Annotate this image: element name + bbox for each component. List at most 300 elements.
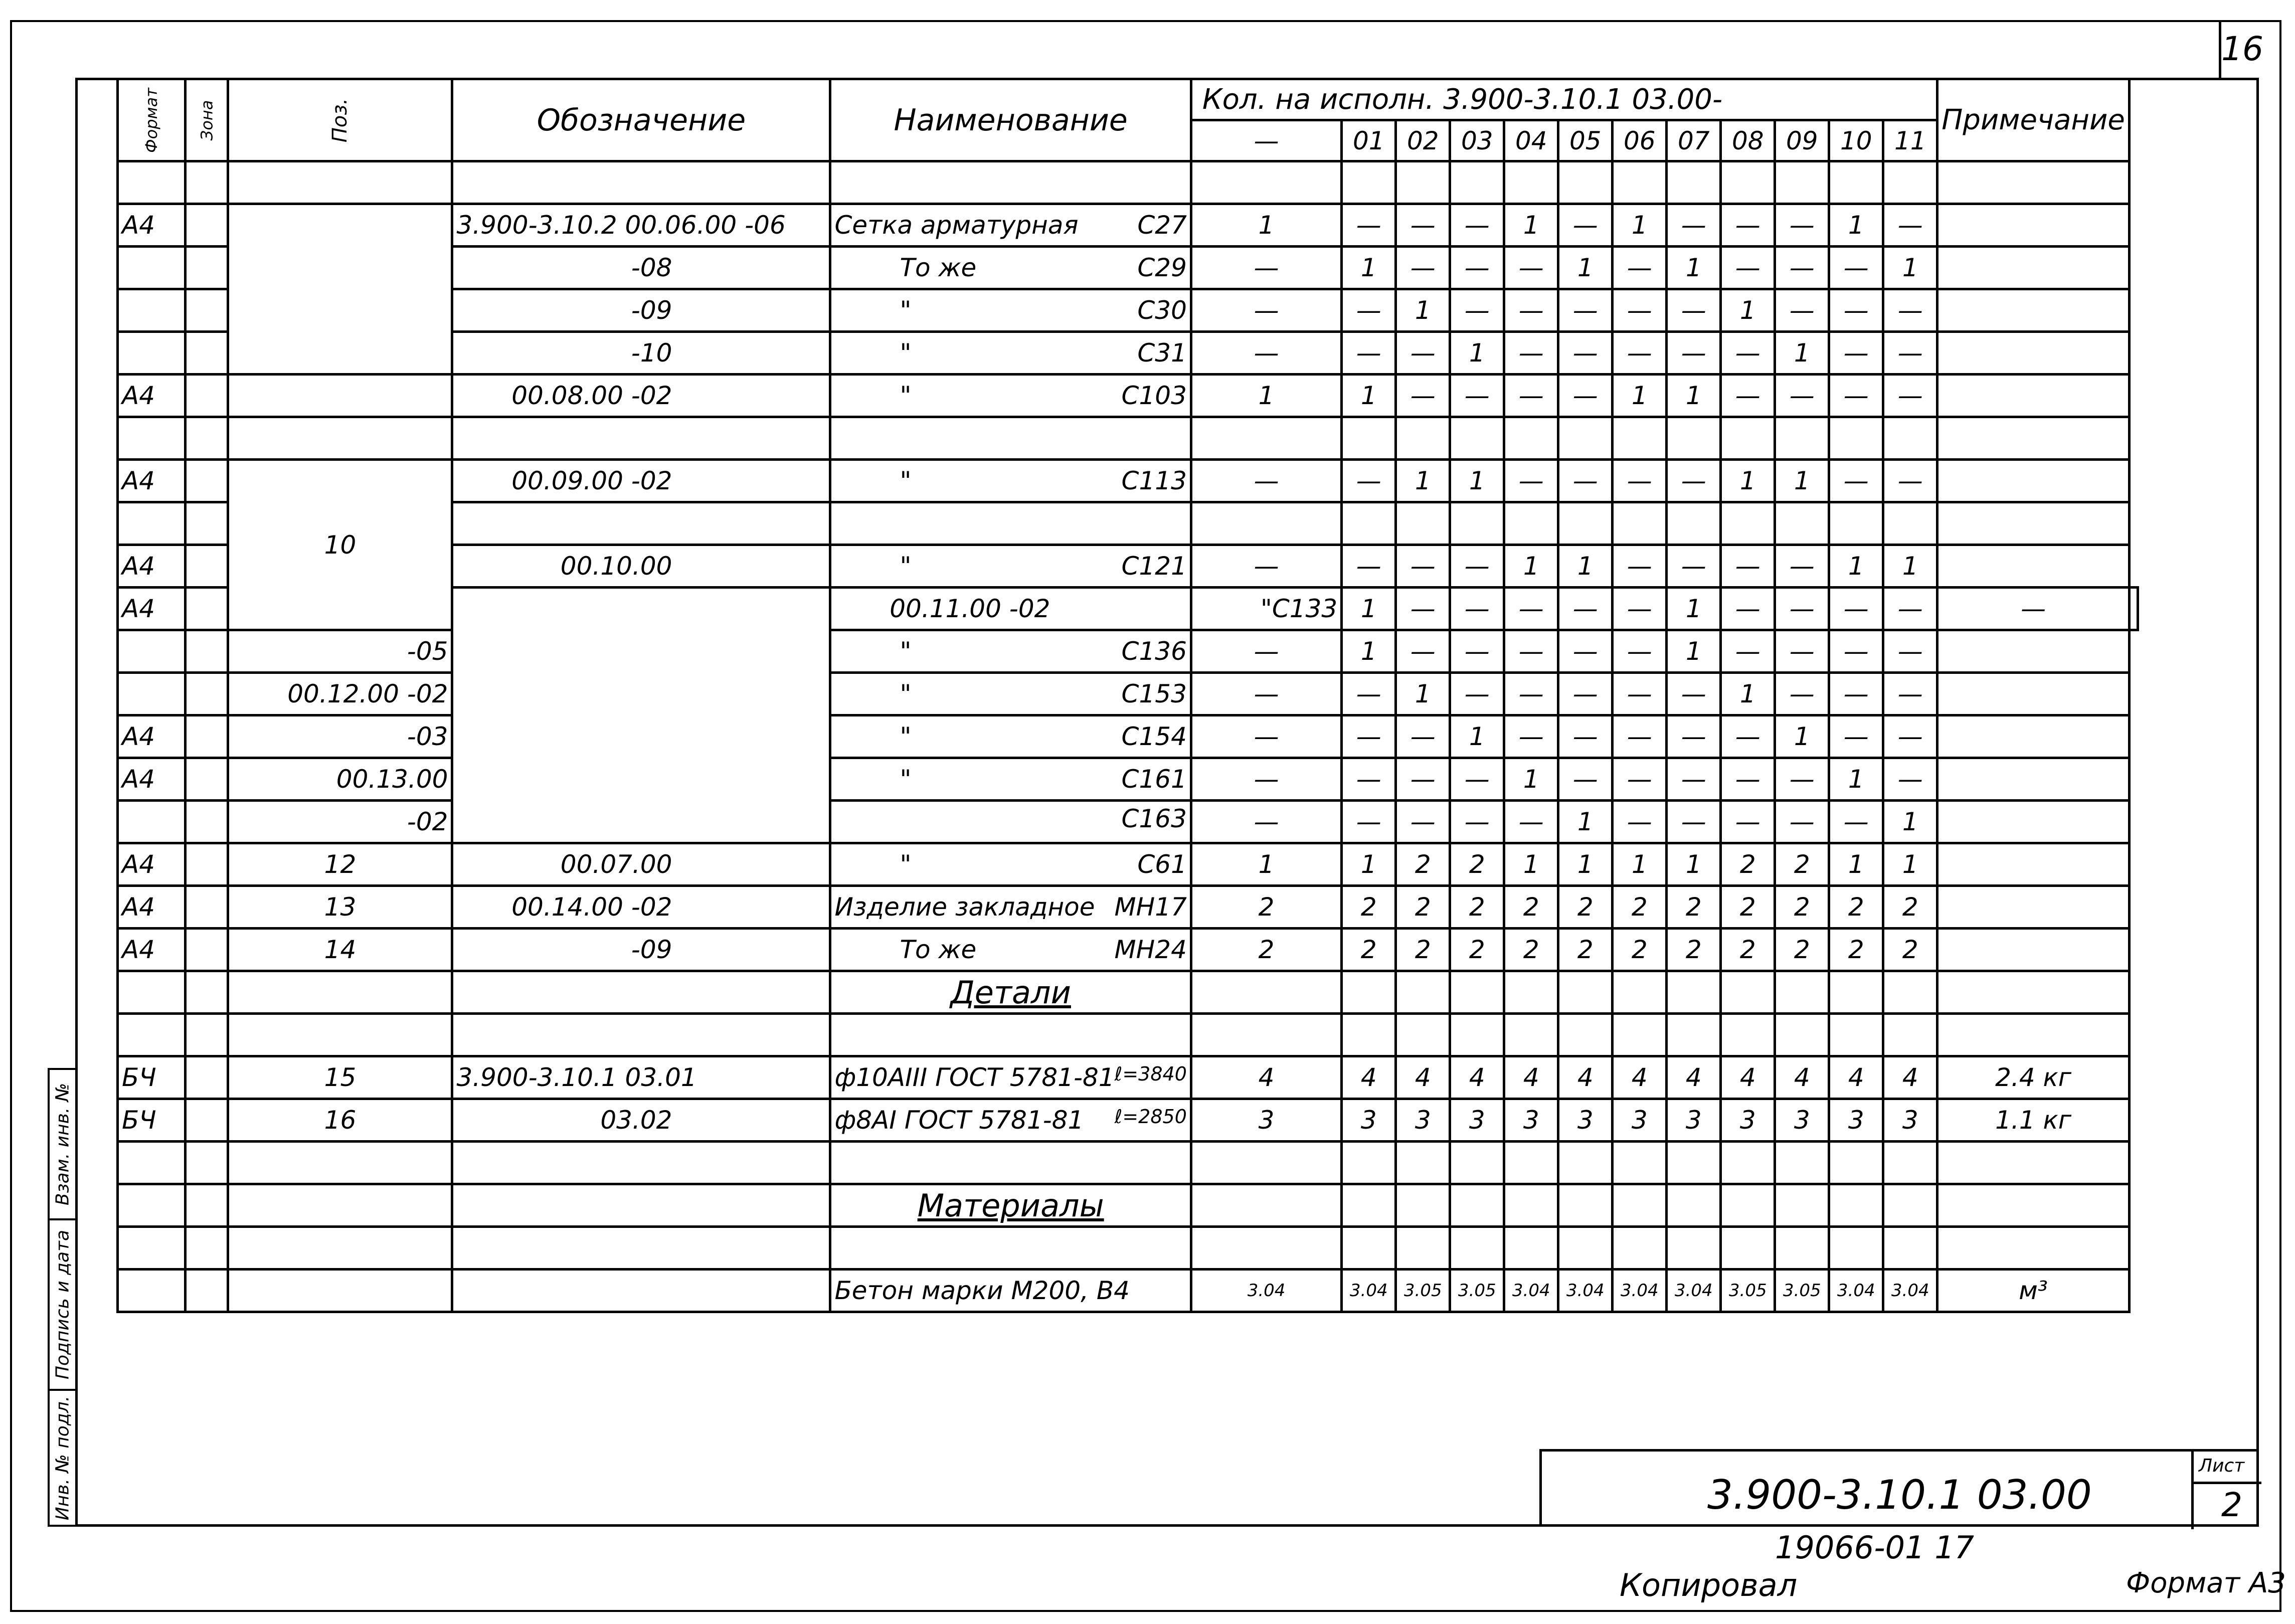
- row-name: [830, 886, 1191, 929]
- mark-text: С27: [1137, 211, 1187, 240]
- row-position: 15: [228, 1056, 452, 1099]
- quantity-cell: 4: [1883, 1056, 1937, 1099]
- quantity-cell: —: [1829, 801, 1883, 843]
- quantity-cell: 3: [1613, 1099, 1667, 1142]
- row-note: [1937, 1014, 2130, 1056]
- quantity-cell: —: [1396, 204, 1450, 247]
- quantity-cell: 4: [1504, 1056, 1558, 1099]
- name-text: ": [900, 679, 912, 708]
- table-row: [118, 1014, 2138, 1056]
- row-designation: [452, 417, 830, 460]
- quantity-cell: —: [1883, 289, 1937, 332]
- quantity-cell: 3: [1558, 1099, 1613, 1142]
- designation-text: -05: [407, 637, 448, 666]
- row-name: [1191, 588, 1341, 630]
- quantity-cell: [1829, 1014, 1883, 1056]
- row-note: [1937, 460, 2130, 502]
- quantity-cell: 1: [1450, 715, 1504, 758]
- quantity-cell: —: [1504, 588, 1558, 630]
- quantity-cell: 2: [1558, 929, 1613, 971]
- variant-header: 01: [1342, 120, 1396, 161]
- quantity-cell: [1396, 161, 1450, 204]
- row-zone: [185, 1142, 228, 1184]
- quantity-cell: —: [1721, 715, 1775, 758]
- name-text: Бетон марки М200, В4: [834, 1276, 1130, 1305]
- quantity-cell: —: [1667, 289, 1721, 332]
- quantity-cell: [1504, 1227, 1558, 1270]
- row-position: [228, 1270, 452, 1312]
- quantity-cell: —: [1721, 758, 1775, 801]
- quantity-cell: —: [1342, 673, 1396, 715]
- quantity-cell: [1829, 1227, 1883, 1270]
- row-designation: [452, 1184, 830, 1227]
- row-zone: [185, 1014, 228, 1056]
- quantity-cell: —: [1191, 758, 1341, 801]
- quantity-cell: 1: [1342, 247, 1396, 289]
- row-name: [830, 929, 1191, 971]
- quantity-cell: —: [1342, 801, 1396, 843]
- quantity-cell: [1883, 161, 1937, 204]
- quantity-cell: 1: [1721, 460, 1775, 502]
- quantity-cell: —: [1883, 460, 1937, 502]
- quantity-cell: [1450, 971, 1504, 1014]
- quantity-cell: —: [1558, 332, 1613, 375]
- quantity-cell: [1396, 1184, 1450, 1227]
- quantity-cell: 1: [1342, 630, 1396, 673]
- quantity-cell: —: [1721, 630, 1775, 673]
- quantity-cell: 2: [1883, 886, 1937, 929]
- row-format: А4: [118, 715, 186, 758]
- table-row: [118, 886, 2138, 929]
- name-cell-content: [834, 1106, 1186, 1135]
- row-zone: [185, 1227, 228, 1270]
- quantity-cell: [1450, 1142, 1504, 1184]
- row-name: [830, 1099, 1191, 1142]
- row-note: [1937, 801, 2130, 843]
- row-note: [1937, 630, 2130, 673]
- table-row: [118, 161, 2138, 204]
- row-position: 12: [228, 843, 452, 886]
- quantity-cell: —: [1613, 715, 1667, 758]
- stamp-signature-date: Подпись и дата: [52, 1229, 73, 1380]
- quantity-cell: [1721, 1142, 1775, 1184]
- row-name: [830, 715, 1191, 758]
- quantity-cell: 4: [1721, 1056, 1775, 1099]
- mark-text: С136: [1121, 637, 1187, 666]
- row-format: [118, 332, 186, 375]
- table-row: [118, 843, 2138, 886]
- header-designation: Обозначение: [452, 79, 830, 161]
- designation-text: 00.13.00: [336, 765, 448, 794]
- quantity-cell: 2: [1450, 929, 1504, 971]
- row-position: [228, 161, 452, 204]
- mark-text: С153: [1121, 679, 1187, 708]
- variant-header: 03: [1450, 120, 1504, 161]
- quantity-cell: 1: [1191, 375, 1341, 417]
- quantity-cell: —: [1775, 630, 1829, 673]
- quantity-cell: [1883, 502, 1937, 545]
- name-cell-content: [834, 722, 1186, 751]
- row-format: [118, 417, 186, 460]
- quantity-cell: 1: [1775, 332, 1829, 375]
- name-cell-content: [834, 1276, 1186, 1305]
- quantity-cell: [1667, 1014, 1721, 1056]
- mark-text: С121: [1121, 552, 1187, 581]
- quantity-cell: [1342, 1184, 1396, 1227]
- quantity-cell: —: [1342, 460, 1396, 502]
- quantity-cell: [1191, 502, 1341, 545]
- quantity-cell: [1450, 161, 1504, 204]
- designation-text: -09: [631, 296, 672, 325]
- row-name: [830, 417, 1191, 460]
- quantity-cell: —: [1667, 204, 1721, 247]
- quantity-cell: [1396, 1142, 1450, 1184]
- mark-text: МН17: [1114, 892, 1187, 922]
- name-cell-content: [834, 679, 1186, 708]
- quantity-cell: —: [1883, 332, 1937, 375]
- quantity-cell: 1: [1829, 545, 1883, 588]
- quantity-cell: —: [1775, 247, 1829, 289]
- name-cell-content: [834, 892, 1186, 922]
- table-row: [118, 1227, 2138, 1270]
- table-row: [118, 673, 2138, 715]
- row-designation: [452, 1056, 830, 1099]
- table-row: [118, 1099, 2138, 1142]
- quantity-cell: [1342, 1142, 1396, 1184]
- quantity-cell: —: [1558, 204, 1613, 247]
- row-note: 2.4 кг: [1937, 1056, 2130, 1099]
- quantity-cell: —: [1883, 630, 1937, 673]
- row-format: А4: [118, 204, 186, 247]
- quantity-cell: 3.04: [1883, 1270, 1937, 1312]
- quantity-cell: 1: [1667, 375, 1721, 417]
- designation-text: -10: [631, 338, 672, 368]
- stamp-original-inv: Инв. № подл.: [52, 1395, 73, 1520]
- mark-text: С103: [1121, 381, 1187, 410]
- quantity-cell: 3: [1883, 1099, 1937, 1142]
- quantity-cell: 1: [1667, 247, 1721, 289]
- quantity-cell: 2: [1450, 843, 1504, 886]
- name-cell-content: [834, 466, 1186, 495]
- quantity-cell: [1450, 1014, 1504, 1056]
- variant-header: 07: [1667, 120, 1721, 161]
- quantity-cell: 4: [1558, 1056, 1613, 1099]
- quantity-cell: 2: [1667, 929, 1721, 971]
- quantity-cell: 3.04: [1667, 1270, 1721, 1312]
- quantity-cell: 4: [1342, 1056, 1396, 1099]
- row-name: [830, 801, 1191, 843]
- row-name: [830, 1056, 1191, 1099]
- variant-header: 04: [1504, 120, 1558, 161]
- row-note: [1937, 1227, 2130, 1270]
- row-name: [830, 971, 1191, 1014]
- quantity-cell: 1: [1396, 289, 1450, 332]
- designation-text: 00.09.00 -02: [511, 466, 672, 495]
- row-position: [452, 588, 830, 843]
- name-text: ": [900, 338, 912, 368]
- quantity-cell: [1775, 971, 1829, 1014]
- quantity-cell: 1: [1883, 247, 1937, 289]
- quantity-cell: [1721, 417, 1775, 460]
- quantity-cell: —: [1721, 588, 1775, 630]
- quantity-cell: —: [1829, 289, 1883, 332]
- table-row: [118, 971, 2138, 1014]
- quantity-cell: 1: [1191, 204, 1341, 247]
- quantity-cell: —: [1721, 375, 1775, 417]
- quantity-cell: [1829, 971, 1883, 1014]
- quantity-cell: —: [1613, 545, 1667, 588]
- format-label: Формат А3: [2126, 1567, 2286, 1599]
- document-code: 3.900-3.10.1 03.00: [1707, 1472, 2092, 1518]
- quantity-cell: 1: [1504, 204, 1558, 247]
- row-format: А4: [118, 843, 186, 886]
- quantity-cell: 2: [1613, 886, 1667, 929]
- mark-text: С31: [1137, 338, 1187, 368]
- row-designation: [452, 247, 830, 289]
- quantity-cell: [1191, 417, 1341, 460]
- variant-header: 05: [1558, 120, 1613, 161]
- row-note: м³: [1937, 1270, 2130, 1312]
- quantity-cell: 3: [1342, 1099, 1396, 1142]
- row-format: А4: [118, 929, 186, 971]
- row-format: [118, 673, 186, 715]
- quantity-cell: —: [1396, 715, 1450, 758]
- table-row: [118, 1270, 2138, 1312]
- quantity-cell: —: [1721, 801, 1775, 843]
- quantity-cell: [1191, 161, 1341, 204]
- quantity-cell: —: [1342, 715, 1396, 758]
- quantity-cell: —: [1667, 332, 1721, 375]
- quantity-cell: [1775, 161, 1829, 204]
- row-note: [1937, 545, 2130, 588]
- quantity-cell: [1613, 417, 1667, 460]
- quantity-cell: 1: [1883, 801, 1937, 843]
- quantity-cell: 2: [1613, 929, 1667, 971]
- row-zone: [185, 886, 228, 929]
- quantity-cell: 2: [1342, 886, 1396, 929]
- quantity-cell: —: [1558, 375, 1613, 417]
- table-row: [118, 715, 2138, 758]
- quantity-cell: —: [1504, 375, 1558, 417]
- quantity-cell: —: [1883, 588, 1937, 630]
- quantity-cell: [1558, 502, 1613, 545]
- quantity-cell: [1667, 502, 1721, 545]
- quantity-cell: 3: [1775, 1099, 1829, 1142]
- name-cell-content: [834, 765, 1186, 794]
- row-zone: [185, 843, 228, 886]
- quantity-cell: —: [1504, 801, 1558, 843]
- quantity-cell: 2: [1829, 929, 1883, 971]
- quantity-cell: [1191, 1227, 1341, 1270]
- quantity-cell: —: [1191, 460, 1341, 502]
- quantity-cell: —: [1829, 630, 1883, 673]
- quantity-cell: 1: [1721, 289, 1775, 332]
- quantity-cell: [1342, 161, 1396, 204]
- quantity-cell: [1721, 502, 1775, 545]
- side-stamp: [48, 1068, 78, 1527]
- quantity-cell: [1775, 417, 1829, 460]
- quantity-cell: 1: [1342, 588, 1396, 630]
- row-zone: [185, 588, 228, 630]
- designation-text: 00.07.00: [560, 850, 672, 879]
- quantity-cell: [1450, 1227, 1504, 1270]
- quantity-cell: 1: [1450, 332, 1504, 375]
- row-note: [1937, 1184, 2130, 1227]
- row-zone: [185, 502, 228, 545]
- quantity-cell: —: [1450, 630, 1504, 673]
- quantity-cell: 1: [1342, 375, 1396, 417]
- row-designation: [452, 1227, 830, 1270]
- quantity-cell: 4: [1775, 1056, 1829, 1099]
- quantity-cell: [1342, 971, 1396, 1014]
- quantity-cell: [1191, 971, 1341, 1014]
- row-designation: [452, 161, 830, 204]
- quantity-cell: [1883, 417, 1937, 460]
- row-position: [228, 417, 452, 460]
- quantity-cell: 3.04: [1191, 1270, 1341, 1312]
- quantity-cell: 4: [1191, 1056, 1341, 1099]
- row-name: [830, 758, 1191, 801]
- quantity-cell: [1342, 1227, 1396, 1270]
- row-format: [118, 289, 186, 332]
- quantity-cell: 1: [1883, 843, 1937, 886]
- quantity-cell: —: [1775, 204, 1829, 247]
- quantity-cell: —: [1721, 545, 1775, 588]
- row-format: [118, 630, 186, 673]
- quantity-cell: 2: [1883, 929, 1937, 971]
- quantity-cell: 1: [1829, 758, 1883, 801]
- quantity-cell: 2: [1504, 929, 1558, 971]
- name-cell-content: [834, 637, 1186, 666]
- row-format: [118, 161, 186, 204]
- quantity-cell: 2: [1450, 886, 1504, 929]
- row-designation: [452, 332, 830, 375]
- row-name: [830, 1142, 1191, 1184]
- quantity-cell: [1342, 417, 1396, 460]
- quantity-cell: —: [1504, 332, 1558, 375]
- quantity-cell: —: [1396, 630, 1450, 673]
- quantity-cell: [1667, 417, 1721, 460]
- quantity-cell: 4: [1396, 1056, 1450, 1099]
- quantity-cell: 3: [1396, 1099, 1450, 1142]
- quantity-cell: —: [1396, 247, 1450, 289]
- quantity-cell: —: [1504, 630, 1558, 673]
- row-note: [1937, 161, 2130, 204]
- quantity-cell: 3: [1450, 1099, 1504, 1142]
- quantity-cell: —: [1504, 289, 1558, 332]
- row-format: [118, 1227, 186, 1270]
- quantity-cell: 1: [1396, 460, 1450, 502]
- name-text: ": [900, 722, 912, 751]
- quantity-cell: 1: [1558, 801, 1613, 843]
- row-name: [830, 1014, 1191, 1056]
- archive-number: 19066-01 17: [1775, 1529, 1975, 1566]
- quantity-cell: [1883, 971, 1937, 1014]
- quantity-cell: 1: [1721, 673, 1775, 715]
- quantity-cell: —: [1613, 630, 1667, 673]
- row-position: 10: [228, 460, 452, 630]
- row-zone: [185, 247, 228, 289]
- name-cell-content: [834, 935, 1186, 964]
- title-sheet-number: 2: [2221, 1486, 2242, 1524]
- quantity-cell: 1: [1613, 375, 1667, 417]
- quantity-cell: —: [1450, 289, 1504, 332]
- variant-header: 02: [1396, 120, 1450, 161]
- quantity-cell: [1613, 971, 1667, 1014]
- row-position: [228, 1227, 452, 1270]
- quantity-cell: 2: [1396, 886, 1450, 929]
- quantity-cell: 3.05: [1721, 1270, 1775, 1312]
- quantity-cell: —: [1721, 204, 1775, 247]
- quantity-cell: 3.05: [1450, 1270, 1504, 1312]
- quantity-cell: —: [1775, 758, 1829, 801]
- table-row: [118, 1142, 2138, 1184]
- row-note: [1937, 758, 2130, 801]
- quantity-cell: —: [1883, 715, 1937, 758]
- quantity-cell: —: [1775, 545, 1829, 588]
- quantity-cell: —: [1342, 545, 1396, 588]
- quantity-cell: —: [1613, 247, 1667, 289]
- designation-text: -02: [407, 807, 448, 836]
- quantity-cell: 1: [1450, 460, 1504, 502]
- table-row: [118, 1184, 2138, 1227]
- quantity-cell: [1721, 1014, 1775, 1056]
- quantity-cell: —: [1396, 545, 1450, 588]
- row-position: 16: [228, 1099, 452, 1142]
- quantity-cell: [1829, 417, 1883, 460]
- row-designation: [228, 715, 452, 758]
- quantity-cell: [1883, 1142, 1937, 1184]
- header-name: Наименование: [830, 79, 1191, 161]
- row-name: [830, 1270, 1191, 1312]
- quantity-cell: —: [1342, 758, 1396, 801]
- mark-text: С30: [1137, 296, 1187, 325]
- mark-text: С61: [1137, 850, 1187, 879]
- designation-text: 3.900-3.10.2 00.06.00 -06: [456, 211, 786, 240]
- row-designation: [452, 289, 830, 332]
- quantity-cell: —: [1504, 673, 1558, 715]
- table-row: [118, 460, 2138, 502]
- quantity-cell: —: [1342, 332, 1396, 375]
- quantity-cell: 3: [1721, 1099, 1775, 1142]
- row-designation: [452, 843, 830, 886]
- mark-text: С29: [1137, 253, 1187, 282]
- quantity-cell: —: [1504, 715, 1558, 758]
- quantity-cell: 1: [1504, 758, 1558, 801]
- quantity-cell: 4: [1450, 1056, 1504, 1099]
- variant-header: 11: [1883, 120, 1937, 161]
- mark-text: МН24: [1114, 935, 1187, 964]
- row-note: [1937, 332, 2130, 375]
- quantity-cell: 1: [1775, 460, 1829, 502]
- row-zone: [185, 375, 228, 417]
- row-note: [1937, 502, 2130, 545]
- name-text: ": [900, 381, 912, 410]
- quantity-cell: —: [1396, 375, 1450, 417]
- row-designation: [452, 460, 830, 502]
- quantity-cell: —: [1775, 375, 1829, 417]
- quantity-cell: —: [1342, 204, 1396, 247]
- quantity-cell: —: [1396, 758, 1450, 801]
- quantity-cell: —: [1829, 332, 1883, 375]
- quantity-cell: 1: [1191, 843, 1341, 886]
- quantity-cell: [1558, 1227, 1613, 1270]
- mark-text: ℓ=2850: [1114, 1106, 1187, 1128]
- header-row-1: [118, 79, 2138, 120]
- quantity-cell: [1613, 1014, 1667, 1056]
- mark-text: С163: [1121, 804, 1187, 833]
- quantity-cell: 1: [1613, 843, 1667, 886]
